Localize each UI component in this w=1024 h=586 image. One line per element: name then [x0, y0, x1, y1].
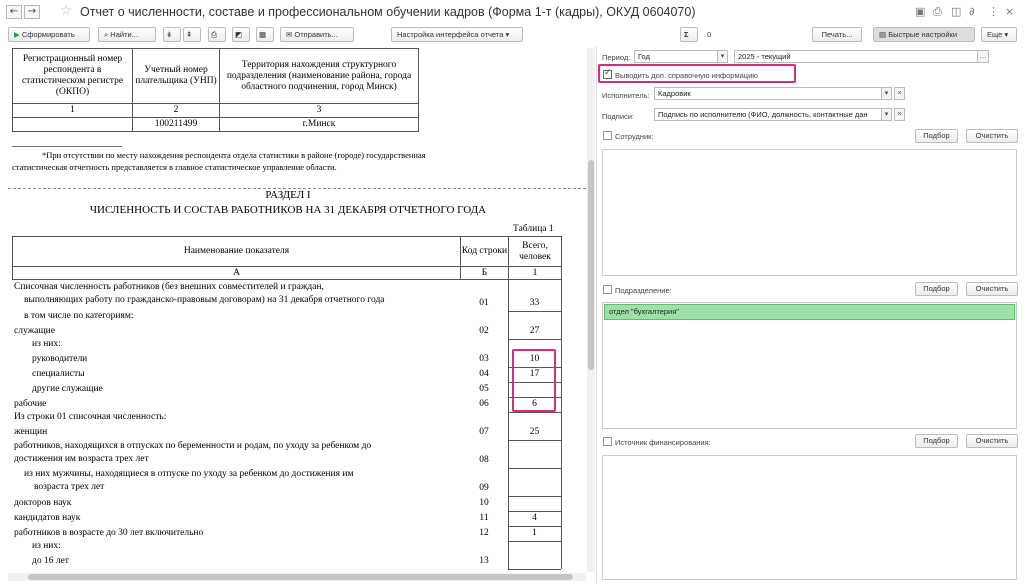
- row-code: 13: [479, 556, 489, 566]
- employee-checkbox[interactable]: [603, 131, 612, 140]
- col-header-name: Наименование показателя: [12, 236, 461, 267]
- footnote-line2: статистическая отчетность представляется в главное статистическое управление области.: [12, 162, 337, 172]
- row-code: 12: [479, 528, 489, 538]
- total-col-left-border: [508, 280, 509, 569]
- row-label: кандидатов наук: [14, 513, 81, 523]
- row-code: 08: [479, 455, 489, 465]
- row-code: 02: [479, 326, 489, 336]
- executor-clear-icon[interactable]: ×: [894, 87, 905, 100]
- employee-clear-button[interactable]: Очистить: [966, 129, 1018, 143]
- period-select-icon[interactable]: …: [977, 50, 989, 63]
- link-icon[interactable]: ∂: [969, 5, 975, 18]
- executor-dropdown-icon[interactable]: ▾: [881, 87, 892, 100]
- funding-select-button[interactable]: Подбор: [915, 434, 958, 448]
- panel-divider: [596, 46, 597, 582]
- department-label: Подразделение:: [615, 286, 672, 295]
- row-value[interactable]: 27: [529, 326, 540, 336]
- department-list-item[interactable]: отдел "бухгалтерия": [604, 304, 1015, 320]
- header-col-unp: Учетный номер плательщика (УНП): [132, 48, 220, 104]
- row-label: из них мужчины, находящиеся в отпуске по уходу за ребенком до достижения им: [24, 469, 354, 479]
- window-title: Отчет о численности, составе и профессиональном обучении кадров (Форма 1-т (кадры), ОКУД 0604070): [80, 5, 696, 19]
- footnote-divider: [12, 146, 122, 147]
- row-label: из них:: [32, 339, 61, 349]
- horizontal-scrollbar[interactable]: [8, 573, 586, 581]
- total-col-right-border: [561, 280, 562, 569]
- forward-icon[interactable]: →: [24, 5, 40, 19]
- header-num-1: 1: [12, 103, 133, 118]
- more-menu-button[interactable]: Еще ▾: [981, 27, 1017, 42]
- table-label: Таблица 1: [513, 224, 554, 234]
- row-label: до 16 лет: [32, 556, 69, 566]
- row-code: 06: [479, 399, 489, 409]
- row-label-cont: возраста трех лет: [34, 482, 105, 492]
- preview-icon[interactable]: ◫: [951, 5, 962, 18]
- row-code: 11: [479, 513, 489, 523]
- vertical-scrollbar[interactable]: [587, 48, 595, 572]
- value-underline: [508, 311, 561, 312]
- period-dropdown-icon[interactable]: ▾: [717, 50, 728, 63]
- row-label-cont: достижения им возраста трех лет: [14, 454, 149, 464]
- funding-label: Источник финансирования:: [615, 438, 711, 447]
- department-select-button[interactable]: Подбор: [915, 282, 958, 296]
- col-letter-b: Б: [460, 266, 509, 280]
- funding-list[interactable]: [602, 455, 1017, 580]
- col-number-1: 1: [508, 266, 562, 280]
- row-label: Списочная численность работников (без внешних совместителей и граждан,: [14, 282, 324, 292]
- department-list[interactable]: [602, 302, 1017, 429]
- send-button[interactable]: ✉ Отправить...: [280, 27, 354, 42]
- row-label: в том числе по категориям:: [24, 311, 134, 321]
- value-underline: [508, 541, 561, 542]
- row-label: руководители: [32, 354, 88, 364]
- row-value[interactable]: 1: [532, 528, 537, 538]
- preview-button-icon[interactable]: ◩: [232, 27, 250, 42]
- col-header-total: Всего, человек: [508, 236, 562, 267]
- value-underline: [508, 412, 561, 413]
- row-label: работников, находящихся в отпусках по беременности и родам, по уходу за ребенком до: [14, 441, 372, 451]
- funding-checkbox[interactable]: [603, 437, 612, 446]
- sum-icon[interactable]: Σ: [680, 27, 698, 42]
- row-code: 09: [479, 483, 489, 493]
- header-num-2: 2: [132, 103, 220, 118]
- value-highlight-frame: [512, 349, 556, 412]
- section-number: РАЗДЕЛ I: [265, 189, 311, 201]
- quick-settings-button[interactable]: ▤ Быстрые настройки: [873, 27, 975, 42]
- extra-info-label: Выводить доп. справочную информацию: [615, 71, 758, 80]
- footnote-line1: *При отсутствии по месту нахождения респондента отдела статистики в районе (городе) государственная: [42, 150, 426, 160]
- header-num-3: 3: [219, 103, 419, 118]
- value-underline: [508, 468, 561, 469]
- period-label: Период:: [602, 53, 631, 62]
- header-col-territory: Территория нахождения структурного подразделения (наименование района, города областного подчинения, город Минск): [219, 48, 419, 104]
- col-letter-a: А: [12, 266, 461, 280]
- print-icon[interactable]: ⎙: [933, 5, 942, 18]
- row-code: 04: [479, 369, 489, 379]
- save-button-icon[interactable]: ▦: [256, 27, 274, 42]
- header-col-okpo: Регистрационный номер респондента в статистическом регистре (ОКПО): [12, 48, 133, 104]
- interface-settings-dropdown[interactable]: Настройка интерфейса отчета ▾: [391, 27, 523, 42]
- row-label-cont: выполняющих работу по гражданско-правовым договорам) на 31 декабря отчетного года: [24, 295, 385, 305]
- period-year-field[interactable]: 2025 - текущий: [734, 50, 978, 63]
- print-button-icon[interactable]: ⎙: [208, 27, 226, 42]
- signatures-clear-icon[interactable]: ×: [894, 108, 905, 121]
- period-field[interactable]: Год: [634, 50, 718, 63]
- value-underline: [508, 339, 561, 340]
- collapse-groups-icon[interactable]: ⇞: [183, 27, 201, 42]
- close-icon[interactable]: ×: [1005, 5, 1015, 18]
- header-val-unp: 100211499: [132, 117, 220, 132]
- section-title: ЧИСЛЕННОСТЬ И СОСТАВ РАБОТНИКОВ НА 31 ДЕКАБРЯ ОТЧЕТНОГО ГОДА: [89, 204, 487, 216]
- department-checkbox[interactable]: [603, 285, 612, 294]
- row-code: 05: [479, 384, 489, 394]
- signatures-dropdown-icon[interactable]: ▾: [881, 108, 892, 121]
- value-underline: [508, 526, 561, 527]
- row-value[interactable]: 10: [529, 354, 540, 364]
- expand-groups-icon[interactable]: ⇟: [163, 27, 181, 42]
- funding-clear-button[interactable]: Очистить: [966, 434, 1018, 448]
- row-label: из них:: [32, 541, 61, 551]
- row-label: работников в возрасте до 30 лет включительно: [14, 528, 204, 538]
- row-label: другие служащие: [32, 384, 103, 394]
- header-val-territory: г.Минск: [219, 117, 419, 132]
- favorite-star-icon[interactable]: ☆: [60, 3, 73, 19]
- executor-label: Исполнитель:: [602, 91, 650, 100]
- signatures-field[interactable]: Подпись по исполнителю (ФИО, должность, контактные дан: [654, 108, 882, 121]
- value-underline: [508, 511, 561, 512]
- checkmark-icon: ✓: [604, 68, 612, 78]
- employee-list[interactable]: [602, 149, 1017, 276]
- menu-dots-icon[interactable]: ⋮: [988, 5, 999, 18]
- find-button[interactable]: ⌕ Найти...: [98, 27, 156, 42]
- play-icon: ▶: [14, 30, 20, 39]
- row-code: 10: [479, 498, 489, 508]
- row-code: 07: [479, 427, 489, 437]
- row-label: докторов наук: [14, 498, 72, 508]
- title-bar: [0, 0, 1024, 24]
- sum-value: 0: [707, 30, 712, 39]
- row-label: специалисты: [32, 369, 85, 379]
- back-icon[interactable]: ←: [6, 5, 22, 19]
- row-label: Из строки 01 списочная численность:: [14, 412, 167, 422]
- vertical-scroll-thumb[interactable]: [588, 160, 594, 370]
- send-icon: ✉: [286, 30, 293, 39]
- row-code: 03: [479, 354, 489, 364]
- value-underline: [508, 496, 561, 497]
- header-val-okpo: [12, 117, 133, 132]
- employee-select-button[interactable]: Подбор: [915, 129, 958, 143]
- report-document: [8, 48, 586, 572]
- settings-panel-icon: ▤: [879, 30, 887, 39]
- employee-label: Сотрудник:: [615, 132, 654, 141]
- row-label: рабочие: [14, 399, 47, 409]
- executor-field[interactable]: Кадровик: [654, 87, 882, 100]
- row-label: служащие: [14, 326, 55, 336]
- col-header-code: Код строки: [460, 236, 509, 267]
- save-icon[interactable]: ▣: [915, 5, 926, 18]
- value-underline: [508, 569, 561, 570]
- row-value[interactable]: 33: [529, 298, 540, 308]
- generate-button[interactable]: ▶ Сформировать: [8, 27, 90, 42]
- search-icon: ⌕: [104, 30, 109, 39]
- row-code: 01: [479, 298, 489, 308]
- department-clear-button[interactable]: Очистить: [966, 282, 1018, 296]
- checkbox-highlight-frame: [598, 64, 796, 83]
- row-value[interactable]: 25: [529, 427, 540, 437]
- signatures-label: Подписи:: [602, 112, 635, 121]
- row-value[interactable]: 17: [529, 369, 540, 379]
- row-value[interactable]: 4: [532, 513, 537, 523]
- value-underline: [508, 440, 561, 441]
- print-menu-button[interactable]: Печать...: [812, 27, 862, 42]
- row-label: женщин: [14, 427, 48, 437]
- horizontal-scroll-thumb[interactable]: [28, 574, 573, 580]
- row-value[interactable]: 6: [532, 399, 537, 409]
